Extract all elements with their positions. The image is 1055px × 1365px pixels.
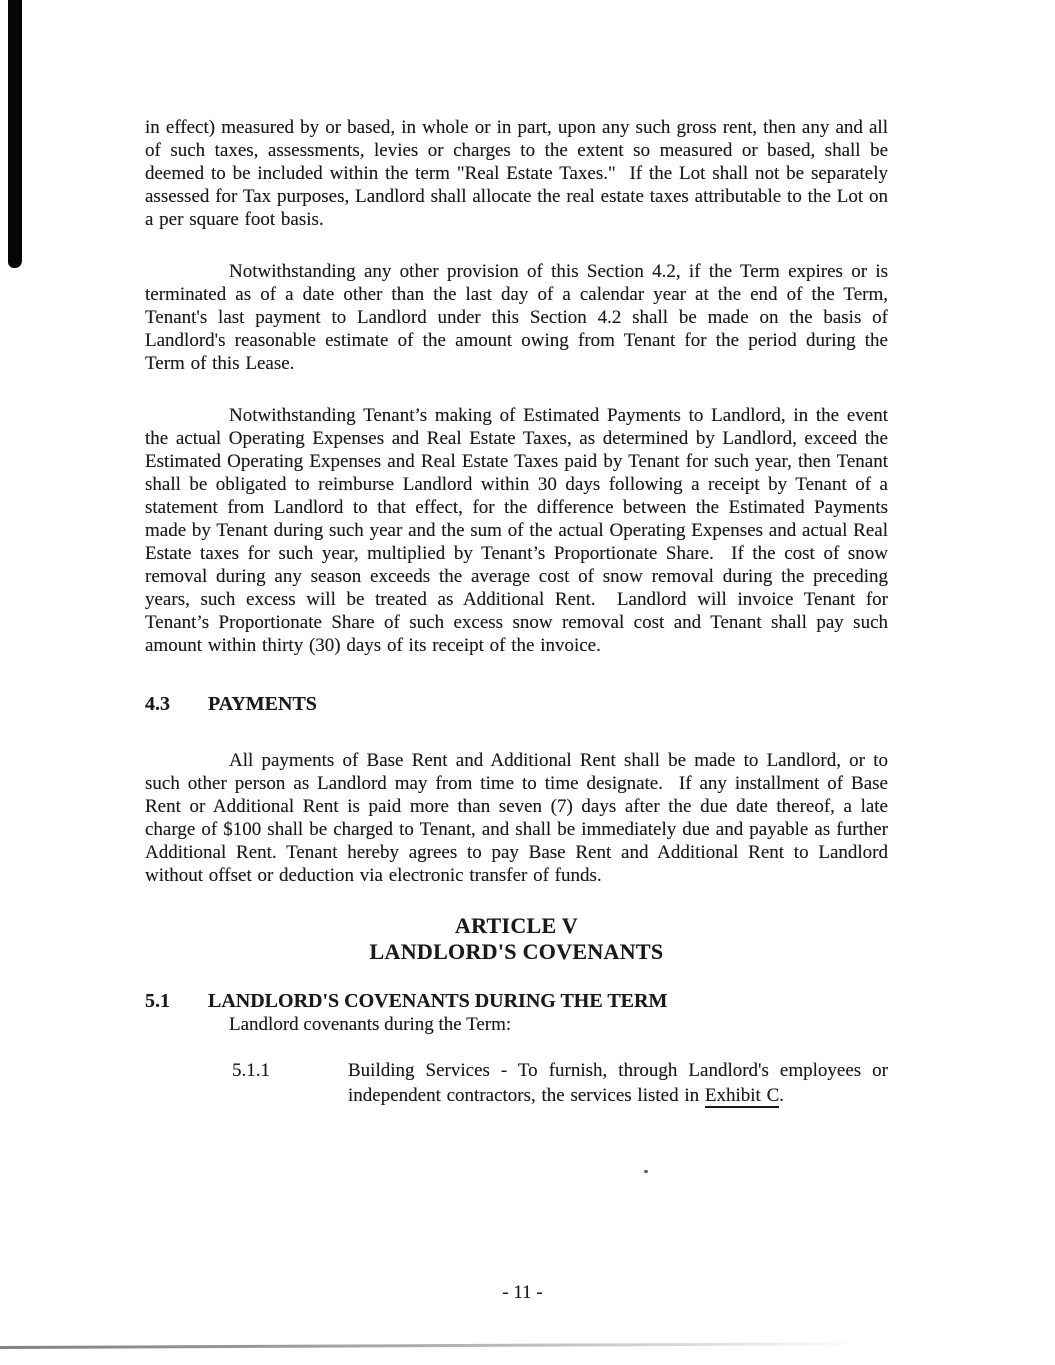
section-number: 4.3 [145, 693, 170, 715]
paragraph-real-estate-taxes: in effect) measured by or based, in whole or in part, upon any such gross rent, then any and all of such taxes, assessments, levies or charges to the extent so measured or based, shall be deemed to be included within the term "Real Estate Taxes." If the Lot shall not be separately assessed for Tax purposes, Landlord shall allocate the real estate taxes attributable to the Lot on a per square foot basis. [145, 117, 888, 230]
section-number: 5.1 [145, 990, 170, 1012]
page-content [145, 116, 888, 1108]
scan-artifact-dot [644, 1170, 648, 1173]
scan-artifact-bar [8, 0, 22, 268]
list-item-number: 5.1.1 [232, 1060, 270, 1081]
section-title: PAYMENTS [208, 693, 317, 715]
list-item-text [348, 1058, 888, 1108]
list-item-text-before: Building Services - To furnish, through Landlord's employees or independent contractors, the services listed in [348, 1060, 888, 1106]
covenants-intro-line: Landlord covenants during the Term: [229, 1014, 512, 1035]
list-item-text-after: . [779, 1085, 784, 1106]
scan-artifact-line [0, 1342, 862, 1349]
page-number: - 11 - [502, 1282, 543, 1303]
section-heading-4-3 [145, 692, 888, 716]
article-subheading: LANDLORD'S COVENANTS [369, 939, 664, 964]
paragraph-payments: All payments of Base Rent and Additional Rent shall be made to Landlord, or to such other person as Landlord may from time to time designate. If any installment of Base Rent or Additional Rent is paid more than seven (7) days after the due date thereof, a late charge of $100 shall be charged to Tenant, and shall be immediately due and payable as further Additional Rent. Tenant hereby agrees to pay Base Rent and Additional Rent to Landlord without offset or deduction via electronic transfer of funds. [145, 750, 888, 886]
article-heading: ARTICLE V [454, 913, 579, 938]
paragraph-term-expiry: Notwithstanding any other provision of this Section 4.2, if the Term expires or is terminated as of a date other than the last day of a calendar year at the end of the Term, Tenant's last payment to Landlord under this Section 4.2 shall be made on the basis of Landlord's reasonable estimate of the amount owing from Tenant for the period during the Term of this Lease. [145, 261, 888, 374]
list-item-5-1-1 [145, 1058, 888, 1108]
exhibit-c-reference: Exhibit C [704, 1085, 780, 1106]
paragraph-estimated-payments: Notwithstanding Tenant’s making of Estimated Payments to Landlord, in the event the actual Operating Expenses and Real Estate Taxes, as determined by Landlord, exceed the Estimated Operating Expenses and Real Estate Taxes paid by Tenant for such year, then Tenant shall be obligated to reimburse Landlord within 30 days following a receipt by Tenant of a statement from Landlord to that effect, for the difference between the Estimated Payments made by Tenant during such year and the sum of the actual Operating Expenses and actual Real Estate taxes for such year, multiplied by Tenant’s Proportionate Share. If the cost of snow removal during any season exceeds the average cost of snow removal during the preceding years, such excess will be treated as Additional Rent. Landlord will invoice Tenant for Tenant’s Proportionate Share of such excess snow removal cost and Tenant shall pay such amount within thirty (30) days of its receipt of the invoice. [145, 405, 888, 656]
section-title: LANDLORD'S COVENANTS DURING THE TERM [208, 990, 668, 1012]
section-heading-5-1 [145, 989, 888, 1013]
